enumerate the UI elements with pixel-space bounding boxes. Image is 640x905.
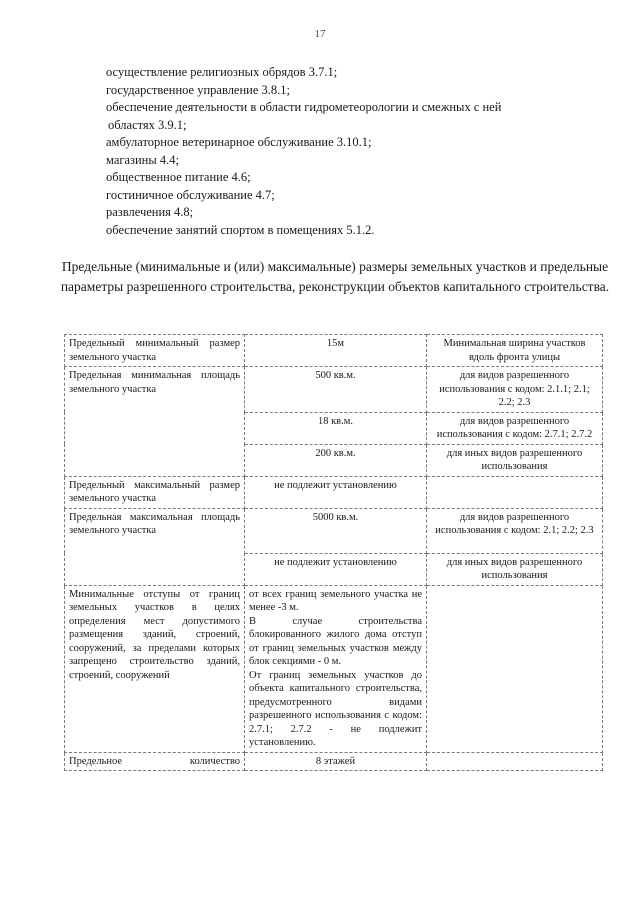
page-number: 17: [314, 28, 326, 40]
list-item: областях 3.9.1;: [108, 117, 187, 132]
table-cell-value: 15м: [245, 335, 427, 367]
list-item: осуществление религиозных обрядов 3.7.1;: [106, 65, 338, 79]
list-item: обеспечение деятельности в области гидрометеорологии и смежных с ней: [106, 100, 502, 114]
table-cell-param: Предельный минимальный размер земельного участка: [65, 335, 245, 367]
table-cell-value: 18 кв.м.: [245, 412, 427, 444]
table-cell-param: Предельное количество: [65, 752, 245, 771]
list-item: обеспечение занятий спортом в помещениях 5.1.2.: [106, 222, 375, 237]
table-cell-value: не подлежит установлению: [245, 476, 427, 508]
list-item: амбулаторное ветеринарное обслуживание 3.10.1;: [106, 135, 372, 149]
list-item: государственное управление 3.8.1;: [106, 82, 291, 97]
table-cell-value: 500 кв.м.: [245, 367, 427, 413]
table-cell-note: для видов разрешенного использования с кодом: 2.1.1; 2.1; 2.2; 2.3: [427, 367, 603, 413]
setback-paragraph: В случае строительства блокированного жилого дома отступ от границ земельных участков между блок секциями - 0 м.: [249, 615, 422, 667]
table-row: [65, 367, 603, 413]
table-cell-param: Предельный максимальный размер земельного участка: [65, 476, 245, 508]
table-row: [65, 508, 603, 553]
table-cell-value: [245, 585, 427, 752]
table-cell-value: не подлежит установлению: [245, 553, 427, 585]
list-item: развлечения 4.8;: [106, 205, 194, 219]
list-item: общественное питание 4.6;: [106, 170, 251, 184]
table-cell-note: для видов разрешенного использования с кодом: 2.1; 2.2; 2.3: [427, 508, 603, 553]
table-cell-value: 8 этажей: [245, 752, 427, 771]
table-cell-note: Минимальная ширина участков вдоль фронта улицы: [427, 335, 603, 367]
table-cell-param: Предельная максимальная площадь земельного участка: [65, 508, 245, 585]
table-row: [65, 752, 603, 771]
section-heading: Предельные (минимальные и (или) максимальные) размеры земельных участков и предельные параметры разрешенного строительства, реконструкции объектов капитального строительства.: [60, 259, 610, 294]
list-item: гостиничное обслуживание 4.7;: [106, 187, 275, 202]
list-item: магазины 4.4;: [106, 152, 179, 167]
table-cell-note: для иных видов разрешенного использования: [427, 553, 603, 585]
parameters-table: [64, 334, 603, 771]
table-cell-param: Минимальные отступы от границ земельных участков в целях определения мест допустимого размещения зданий, строений, сооружений, за пределами которых запрещено строительство зданий, строений, сооружений: [65, 585, 245, 752]
table-row: [65, 335, 603, 367]
table-cell-note: для иных видов разрешенного использования: [427, 444, 603, 476]
table-cell-value: 200 кв.м.: [245, 444, 427, 476]
setback-paragraph: От границ земельных участков до объекта капитального строительства, предусмотренного видами разрешенного использования с кодом: 2.7.1; 2.7.2 - не подлежит установлению.: [249, 669, 422, 748]
table-cell-note: [427, 585, 603, 752]
table-cell-note: [427, 752, 603, 771]
table-cell-value: 5000 кв.м.: [245, 508, 427, 553]
table-cell-note: [427, 476, 603, 508]
table-cell-param: Предельная минимальная площадь земельного участка: [65, 367, 245, 477]
permitted-uses-list: [106, 64, 536, 239]
table-row: [65, 476, 603, 508]
table-row: [65, 585, 603, 752]
setback-paragraph: от всех границ земельного участка не менее -3 м.: [249, 588, 422, 613]
table-cell-note: для видов разрешенного использования с кодом: 2.7.1; 2.7.2: [427, 412, 603, 444]
